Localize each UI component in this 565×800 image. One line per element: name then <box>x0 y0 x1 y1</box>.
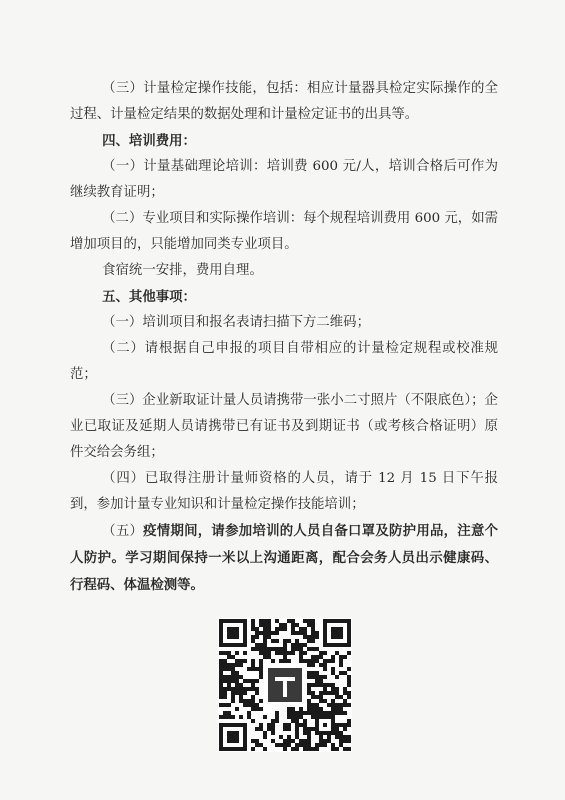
qr-code-icon[interactable] <box>218 618 352 752</box>
paragraph-fee-practical: （二）专业项目和实际操作培训：每个规程培训费用 600 元，如需增加项目的，只能增加同类专业项目。 <box>70 211 498 252</box>
paragraph-epidemic <box>70 518 498 599</box>
paragraph-epidemic-bold: 疫情期间，请参加培训的人员自备口罩及防护用品，注意个人防护。学习期间保持一米以上沟通距离，配合会务人员出示健康码、行程码、体温检测等。 <box>70 523 499 593</box>
section-heading-fees: 四、培训费用： <box>102 133 196 149</box>
paragraph-regulations: （二）请根据自己申报的项目自带相应的计量检定规程或校准规范； <box>70 341 498 382</box>
section-heading-other: 五、其他事项： <box>102 289 196 305</box>
qr-code-graphic <box>218 618 352 752</box>
paragraph-fee-theory: （一）计量基础理论培训：培训费 600 元/人，培训合格后可作为继续教育证明； <box>70 159 498 200</box>
document-body <box>70 76 498 599</box>
paragraph-qr-note: （一）培训项目和报名表请扫描下方二维码； <box>102 315 370 330</box>
paragraph-skills: （三）计量检定操作技能，包括：相应计量器具检定实际操作的全过程、计量检定结果的数据处理和计量检定证书的出具等。 <box>70 81 498 122</box>
paragraph-epidemic-prefix: （五） <box>102 524 144 539</box>
paragraph-registered: （四）已取得注册计量师资格的人员，请于 12 月 15 日下午报到，参加计量专业知识和计量检定操作技能培训； <box>70 471 498 512</box>
paragraph-photo: （三）企业新取证计量人员请携带一张小二寸照片（不限底色）；企业已取证及延期人员请携带已有证书及到期证书（或考核合格证明）原件交给会务组； <box>70 393 498 460</box>
paragraph-lodging: 食宿统一安排，费用自理。 <box>102 263 263 278</box>
